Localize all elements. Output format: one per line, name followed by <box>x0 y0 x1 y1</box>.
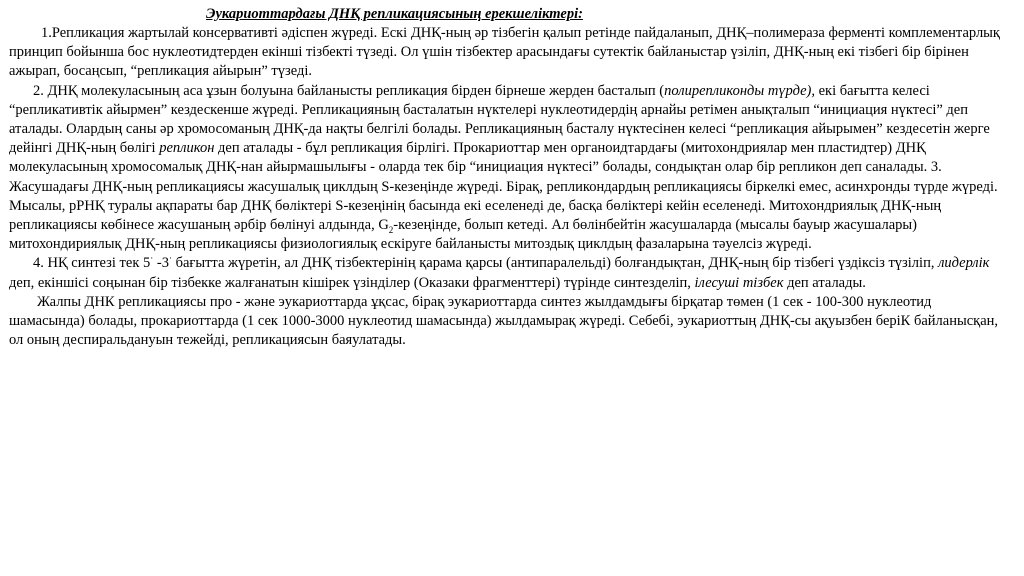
paragraph-2-subscript: 2 <box>388 224 394 235</box>
paragraph-4-part-g: деп аталады. <box>783 274 866 291</box>
paragraph-2-part-f: -кезеңінде, болып кетеді. Ал бөлінбейтін жасушаларда (мысалы бауыр жасушалары) митохондириялық ДНҚ-ның репликациясы физиологиялық ескіруге байланысты митоздық циклдың фазаларына тәуелсіз жүреді. <box>9 217 917 253</box>
page-title: Эукариоттардағы ДНҚ репликациясының ерекшеліктері: <box>206 6 583 22</box>
paragraph-4-part-a: 4. НҚ синтезі тек 5 <box>33 255 151 272</box>
paragraph-4 <box>9 254 1008 292</box>
paragraph-2-part-a: 2. ДНҚ молекуласының аса ұзын болуына байланысты репликация бірден бірнеше жерден басталып ( <box>33 82 665 99</box>
paragraph-4-part-b: -3 <box>153 255 169 272</box>
paragraph-2-italic-replikon: репликон <box>159 140 215 157</box>
paragraph-4-italic-lagging: ілесуші тізбек <box>694 274 784 291</box>
paragraph-4-sup-1: · <box>150 253 154 264</box>
paragraph-2 <box>9 82 1008 255</box>
paragraph-2-part-c: екі бағытта келесі “репликативтік айырмен” кездескенше жүреді. Репликацияның басталатын нүктелері нуклеотидердің арнайы ретімен анықталып “инициация нүктесі” деп аталады. Олардың саны әр хромосоманың ДНҚ-да нақты белгілі болады. Репликацияның басталу нүктесінен келесі “репликация айырымен” кездесетін жерге дейінгі ДНҚ-ның бөлігі <box>9 82 990 157</box>
paragraph-5-text: Жалпы ДНК репликациясы про - және эукариоттарда ұқсас, бірақ эукариоттарда синтез жылдамдығы бірқатар төмен (1 сек - 100-300 нуклеотид шамасында) болады, прокариоттарда (1 сек 1000-3000 нуклеотид шамасында) жылдамырақ жүреді. Себебі, эукариоттың ДНҚ-сы ақуызбен беріК байланысқан, ол оның деспиральдануын тежейді, репликациясын баяулатады. <box>9 293 999 349</box>
paragraph-4-part-c: бағытта жүретін, ал ДНҚ тізбектерінің қарама қарсы (антипаралельді) болғандықтан, ДНҚ-ның бір тізбегі үздіксіз түзіліп, <box>171 255 939 272</box>
paragraph-2-part-e: деп аталады - бұл репликация бірлігі. Прокариоттар мен органоидтардағы (митохондриялар мен пластидтер) ДНҚ молекуласының хромосомалық ДНҚ-нан айырмашылығы - оларда тек бір “инициация нүктесі” болады, сондықтан олар бір репликон деп саналады. 3. Жасушадағы ДНҚ-ның репликациясы жасушалық циклдың S-кезеңінде жүреді. Бірақ, репликондардың репликациясы біркелкі емес, асинхронды түрде жүреді. Мысалы, рРНҚ туралы ақпараты бар ДНҚ бөліктері S-кезеңінің басында екі еселенеді де, басқа бөліктері кейін еселенеді. Митохондриялық ДНҚ-ның репликациясы көбінесе жасушаның әрбір бөлінуі алдында, G <box>9 140 998 234</box>
paragraph-5 <box>9 293 1008 351</box>
paragraph-4-italic-leading: лидерлік <box>938 255 990 272</box>
paragraph-1 <box>9 24 1008 82</box>
paragraph-4-part-e: деп, екіншісі соңынан бір тізбекке жалғанатын кішірек үзінділер (Оказаки фрагменттері) түрінде синтезделіп, <box>9 274 695 291</box>
paragraph-4-sup-2: · <box>168 253 172 264</box>
paragraph-2-italic-polireplikon: полирепликонды түрде), <box>664 82 815 99</box>
paragraph-1-text: 1.Репликация жартылай консервативті әдіспен жүреді. Ескі ДНҚ-ның әр тізбегін қалып ретінде пайдаланып, ДНҚ–полимераза ферменті комплементарлық принцип бойынша бос нуклеотидтерден екінші тізбекті түзеді. Ол үшін тізбектер арасындағы сутектік байланыстар үзіліп, ДНҚ-ның екі тізбегі бір бірінен ажырап, босаңсып, “репликация айырын” түзеді. <box>9 25 1000 80</box>
